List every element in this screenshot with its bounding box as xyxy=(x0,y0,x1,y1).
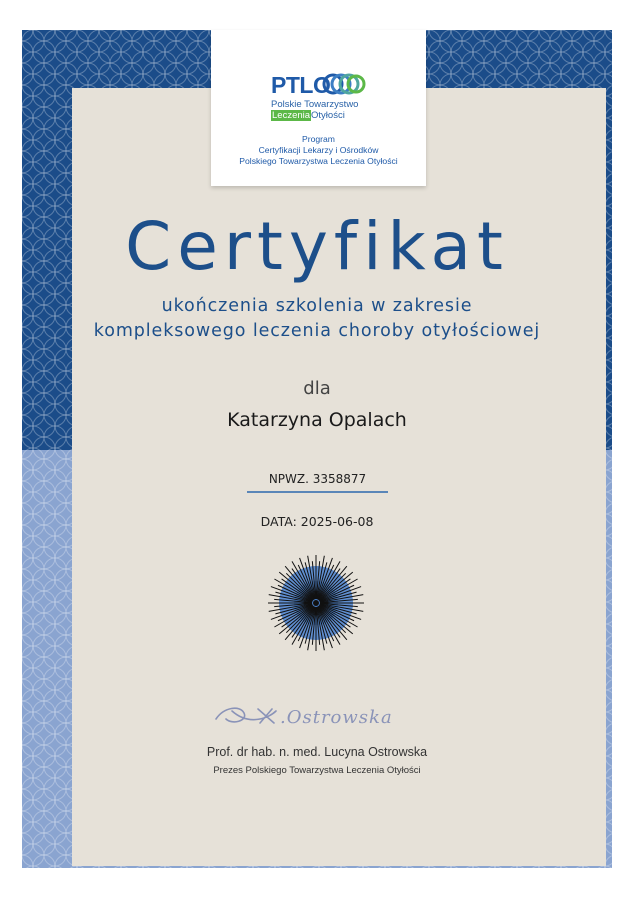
program-description xyxy=(211,134,426,167)
starburst-seal-icon xyxy=(266,553,366,653)
for-label: dla xyxy=(303,378,331,399)
logo-rings-icon xyxy=(321,73,367,95)
logo-line1: Polskie Towarzystwo xyxy=(271,99,359,110)
npwz-number: NPWZ. 3358877 xyxy=(268,472,367,486)
svg-text:.Ostrowska: .Ostrowska xyxy=(280,707,393,728)
npwz-underline xyxy=(247,491,388,493)
logo-line2-highlight: Leczenia xyxy=(272,110,311,121)
program-line1: Program xyxy=(302,134,335,144)
program-line2: Certyfikacji Lekarzy i Ośrodków xyxy=(258,145,379,155)
recipient-name: Katarzyna Opalach xyxy=(227,409,407,431)
subtitle-line2: kompleksowego leczenia choroby otyłościowej xyxy=(93,321,541,341)
certificate-subtitle xyxy=(0,294,634,344)
subtitle-line1: ukończenia szkolenia w zakresie xyxy=(161,296,473,316)
ptlo-logo: PTLO xyxy=(271,72,331,98)
certificate-title: Certyfikat xyxy=(125,208,509,285)
program-line3: Polskiego Towarzystwa Leczenia Otyłości xyxy=(239,156,398,166)
logo-line2-rest: Otyłości xyxy=(311,110,345,121)
signatory-role: Prezes Polskiego Towarzystwa Leczenia Otyłości xyxy=(213,765,421,776)
signatory-name: Prof. dr hab. n. med. Lucyna Ostrowska xyxy=(206,745,428,759)
signature-image xyxy=(210,697,410,733)
certificate-date: DATA: 2025-06-08 xyxy=(260,514,374,529)
logo-society-name xyxy=(271,99,381,121)
logo-line2 xyxy=(271,110,381,121)
